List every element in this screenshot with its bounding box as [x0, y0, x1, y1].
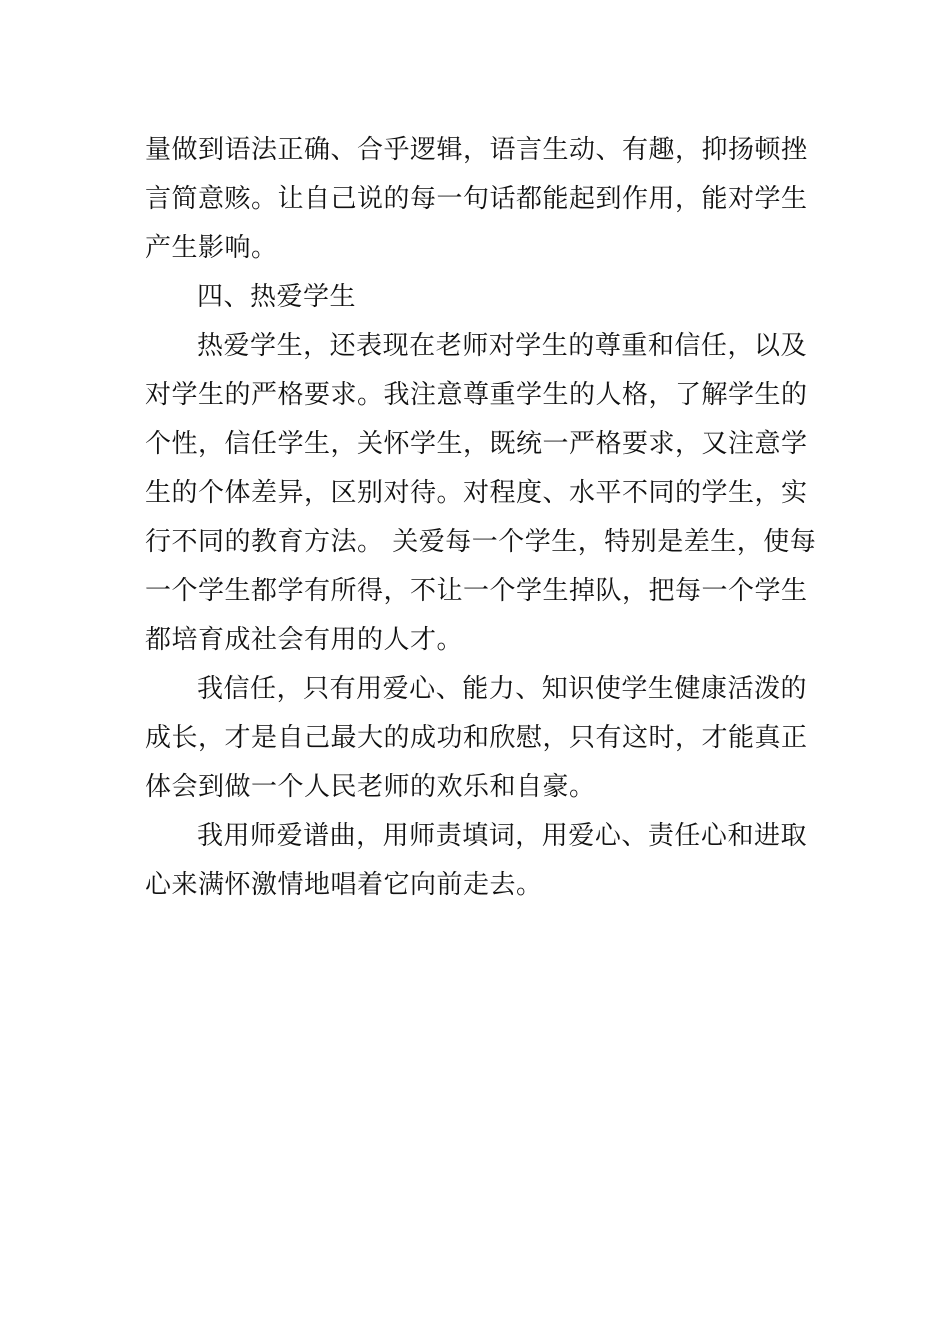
text-line: 我用师爱谱曲，用师责填词，用爱心、责任心和进取 [197, 821, 807, 851]
document-body [145, 126, 817, 910]
paragraph-love-students [145, 322, 817, 665]
text-line: 个性，信任学生，关怀学生，既统一严格要求，又注意学 [145, 429, 808, 459]
paragraph-continued [145, 126, 807, 273]
paragraph-closing [145, 812, 807, 910]
text-line: 都培育成社会有用的人才。 [145, 625, 464, 655]
text-line: 心来满怀激情地唱着它向前走去。 [145, 870, 543, 900]
text-line: 生的个体差异，区别对待。对程度、水平不同的学生，实 [145, 478, 808, 508]
text-line: 言简意赅。让自己说的每一句话都能起到作用，能对学生 [145, 184, 808, 214]
text-line: 体会到做一个人民老师的欢乐和自豪。 [145, 772, 596, 802]
text-line: 量做到语法正确、合乎逻辑，语言生动、有趣，抑扬顿挫 [145, 135, 808, 165]
text-line: 对学生的严格要求。我注意尊重学生的人格，了解学生的 [145, 380, 808, 410]
text-line: 一个学生都学有所得，不让一个学生掉队，把每一个学生 [145, 576, 808, 606]
section-heading [145, 273, 807, 322]
text-line: 产生影响。 [145, 233, 278, 263]
heading-text: 四、热爱学生 [197, 282, 357, 312]
text-line: 我信任，只有用爱心、能力、知识使学生健康活泼的 [197, 674, 807, 704]
paragraph-belief [145, 665, 807, 812]
text-line: 热爱学生，还表现在老师对学生的尊重和信任，以及 [197, 331, 807, 361]
text-line: 行不同的教育方法。 关爱每一个学生，特别是差生，使每 [145, 527, 817, 557]
text-line: 成长，才是自己最大的成功和欣慰，只有这时，才能真正 [145, 723, 808, 753]
